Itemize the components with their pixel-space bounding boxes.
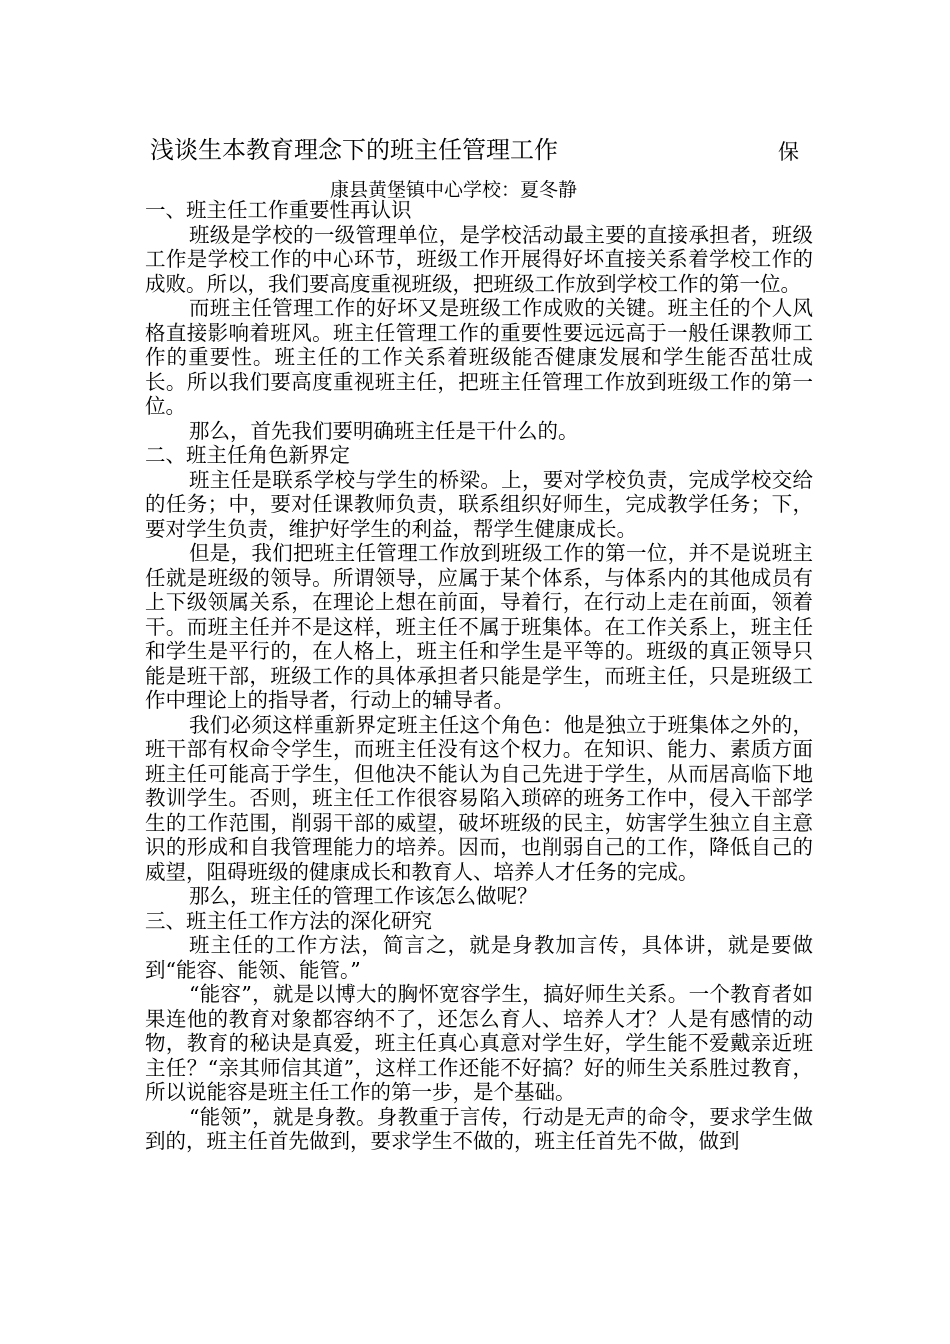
paragraph: 但是，我们把班主任管理工作放到班级工作的第一位，并不是说班主任就是班级的领导。所谓领导，应属于某个体系，与体系内的其他成员有上下级领属关系，在理论上想在前面，导着行，在行动上走在前面，领着干。而班主任并不是这样，班主任不属于班集体。在工作关系上，班主任和学生是平行的，在人格上，班主任和学生是平等的。班级的真正领导只能是班干部，班级工作的具体承担者只能是学生，而班主任，只是班级工作中理论上的指导者，行动上的辅导者。 xyxy=(145,541,813,712)
paragraph: 那么，首先我们要明确班主任是干什么的。 xyxy=(189,418,579,443)
section-heading: 三、班主任工作方法的深化研究 xyxy=(145,908,432,933)
paragraph: “能容”，就是以博大的胸怀宽容学生，搞好师生关系。一个教育者如果连他的教育对象都容纳不了，还怎么育人、培养人才？人是有感情的动物，教育的秘诀是真爱，班主任真心真意对学生好，学生能不爱戴亲近班主任？“亲其师信其道”，这样工作还能不好搞？好的师生关系胜过教育，所以说能容是班主任工作的第一步，是个基础。 xyxy=(145,982,813,1104)
paragraph: 那么，班主任的管理工作该怎么做呢？ xyxy=(189,884,538,908)
paragraph: “能领”，就是身教。身教重于言传，行动是无声的命令，要求学生做到的，班主任首先做到，要求学生不做的，班主任首先不做，做到 xyxy=(145,1104,813,1153)
paragraph: 班主任的工作方法，简言之，就是身教加言传，具体讲，就是要做到“能容、能领、能管。” xyxy=(145,933,813,982)
section-heading: 二、班主任角色新界定 xyxy=(145,443,350,467)
author-byline: 康县黄堡镇中心学校：夏冬静 xyxy=(330,179,578,201)
paragraph: 班主任是联系学校与学生的桥梁。上，要对学校负责，完成学校交给的任务；中，要对任课教师负责，联系组织好师生，完成教学任务；下，要对学生负责，维护好学生的利益，帮学生健康成长。 xyxy=(145,467,813,541)
paragraph: 我们必须这样重新界定班主任这个角色：他是独立于班集体之外的，班干部有权命令学生，而班主任没有这个权力。在知识、能力、素质方面班主任可能高于学生，但他决不能认为自己先进于学生，从而居高临下地教训学生。否则，班主任工作很容易陷入琐碎的班务工作中，侵入干部学生的工作范围，削弱干部的威望，破坏班级的民主，妨害学生独立自主意识的形成和自我管理能力的培养。因而，也削弱自己的工作，降低自己的威望，阻碍班级的健康成长和教育人、培养人才任务的完成。 xyxy=(145,712,813,884)
paragraph: 而班主任管理工作的好坏又是班级工作成败的关键。班主任的个人风格直接影响着班风。班主任管理工作的重要性要远远高于一般任课教师工作的重要性。班主任的工作关系着班级能否健康发展和学生能否茁壮成长。所以我们要高度重视班主任，把班主任管理工作放到班级工作的第一位。 xyxy=(145,296,813,418)
section-heading: 一、班主任工作重要性再认识 xyxy=(145,198,412,222)
paragraph: 班级是学校的一级管理单位，是学校活动最主要的直接承担者，班级工作是学校工作的中心环节，班级工作开展得好坏直接关系着学校工作的成败。所以，我们要高度重视班级，把班级工作放到学校工作的第一位。 xyxy=(145,222,813,296)
document-title: 浅谈生本教育理念下的班主任管理工作 xyxy=(150,136,558,164)
title-suffix: 保 xyxy=(778,140,799,164)
document-body xyxy=(145,198,813,1154)
